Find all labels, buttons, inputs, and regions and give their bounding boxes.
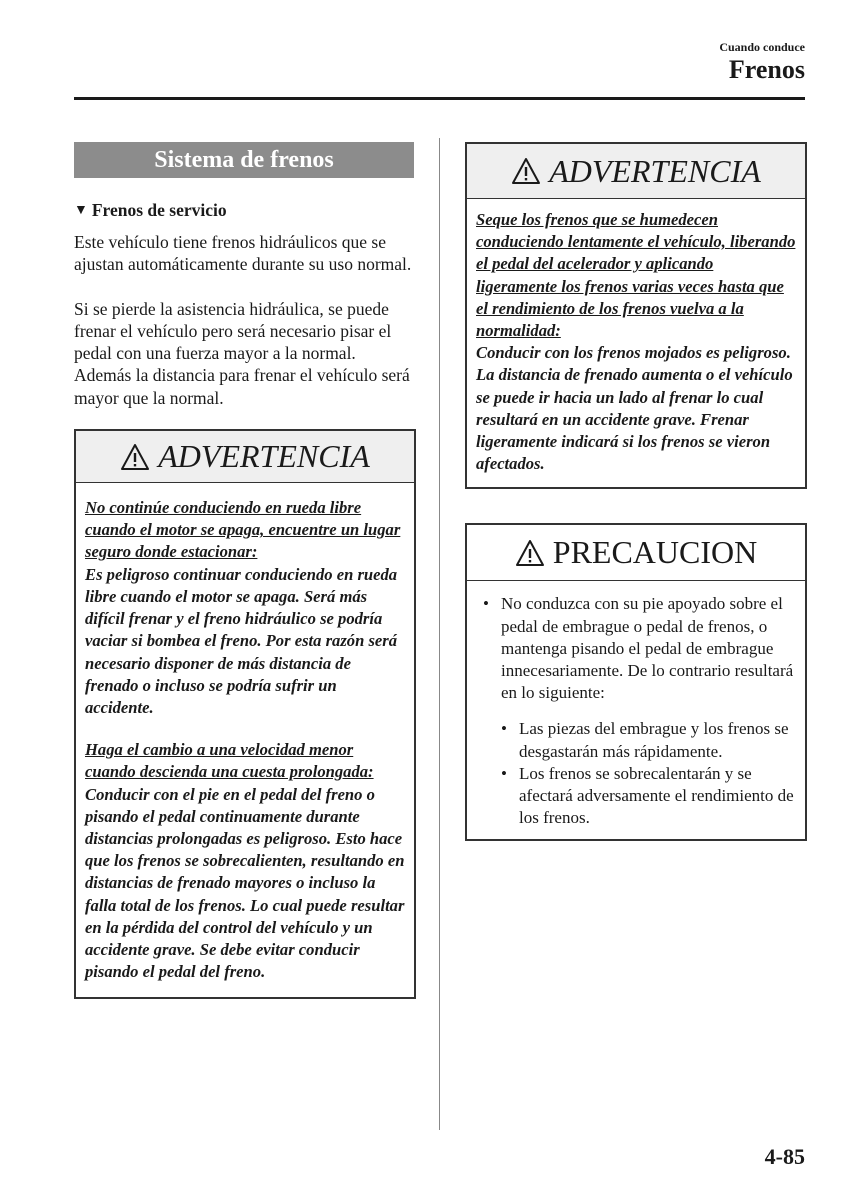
warning-block-2 [85,739,406,983]
warning-block-heading: Seque los frenos que se humedecen conduciendo lentamente el vehículo, liberando el pedal del acelerador y aplicando ligeramente los frenos varias veces hasta que el rendimiento de los frenos vuelva a la normalidad: [476,210,796,341]
bullet-dot: • [483,594,489,614]
warning-title: ADVERTENCIA [158,438,370,475]
paragraph-2: Si se pierde la asistencia hidráulica, se puede frenar el vehículo pero será necesario pisar el pedal con una fuerza mayor a la normal. Además la distancia para frenar el vehículo será mayor que la normal. [74,298,410,408]
section-title-bar: Sistema de frenos [74,142,414,178]
warning-triangle-icon [511,157,541,185]
caution-bullet-text: No conduzca con su pie apoyado sobre el pedal de embrague o pedal de frenos, o mantenga pisando el pedal de embrague innecesariamente. De lo contrario resultará en lo siguiente: [501,594,794,703]
warning-triangle-icon [120,443,150,471]
warning-header [76,431,414,483]
bullet-dot: • [501,719,507,739]
header-section-label: Cuando conduce [719,40,805,54]
caution-header [467,525,805,581]
warning-block-2-text: Conducir con el pie en el pedal del freno o pisando el pedal continuamente durante distancias prolongadas es peligroso. Esto hace que los frenos se sobrecalienten, resultando en distancias de frenado mayores o incluso la falla total de los frenos. Lo cual puede resultar en la pérdida del control del vehículo y un accidente grave. Se debe evitar conducir pisando el pedal del freno. [85,784,405,982]
caution-sub-bullet-1 [501,718,795,762]
column-divider [439,138,440,1130]
subheading-text: Frenos de servicio [91,200,227,220]
caution-sub-bullet-2 [501,763,795,830]
warning-triangle-icon [515,539,545,567]
left-column [74,142,416,999]
caution-sub-bullet-2-text: Los frenos se sobrecalentarán y se afectará adversamente el rendimiento de los frenos. [519,763,794,828]
caution-body [467,581,805,839]
warning-box-left [74,429,416,999]
warning-block [476,209,797,475]
caution-sub-bullet-1-text: Las piezas del embrague y los frenos se desgastarán más rápidamente. [519,719,789,761]
caution-box [465,523,807,841]
warning-body [76,483,414,997]
right-column [465,142,807,841]
subheading [74,200,416,221]
warning-title: ADVERTENCIA [549,152,761,189]
warning-block-2-heading: Haga el cambio a una velocidad menor cuando descienda una cuesta prolongada: [85,740,374,782]
warning-header [467,144,805,199]
page-number: 4-85 [764,1144,805,1169]
warning-box-right [465,142,807,489]
warning-block-text: Conducir con los frenos mojados es peligroso. La distancia de frenado aumenta o el vehículo se puede ir hacia un lado al frenar lo cual resultará en un accidente grave. Frenar ligeramente indicará si los frenos se vieron afectados. [476,343,793,474]
header-rule [74,97,805,100]
triangle-down-icon: ▼ [74,202,88,218]
warning-block-1-text: Es peligroso continuar conduciendo en rueda libre cuando el motor se apaga. Será más difícil frenar y el freno hidráulico se podría vaciar si bombea el freno. Por esta razón será necesario disponer de más distancia de frenado o incluso se podría sufrir un accidente. [85,564,398,717]
paragraph-1: Este vehículo tiene frenos hidráulicos que se ajustan automáticamente durante su uso normal. [74,232,412,275]
warning-body [467,199,805,487]
caution-title: PRECAUCION [552,534,758,571]
caution-sub-bullets [483,718,795,829]
warning-block-1-heading: No continúe conduciendo en rueda libre cuando el motor se apaga, encuentre un lugar seguro donde estacionar: [85,498,401,562]
page-title: Frenos [728,55,805,84]
bullet-dot: • [501,763,507,783]
warning-block-1 [85,497,406,719]
caution-bullet [483,593,795,704]
